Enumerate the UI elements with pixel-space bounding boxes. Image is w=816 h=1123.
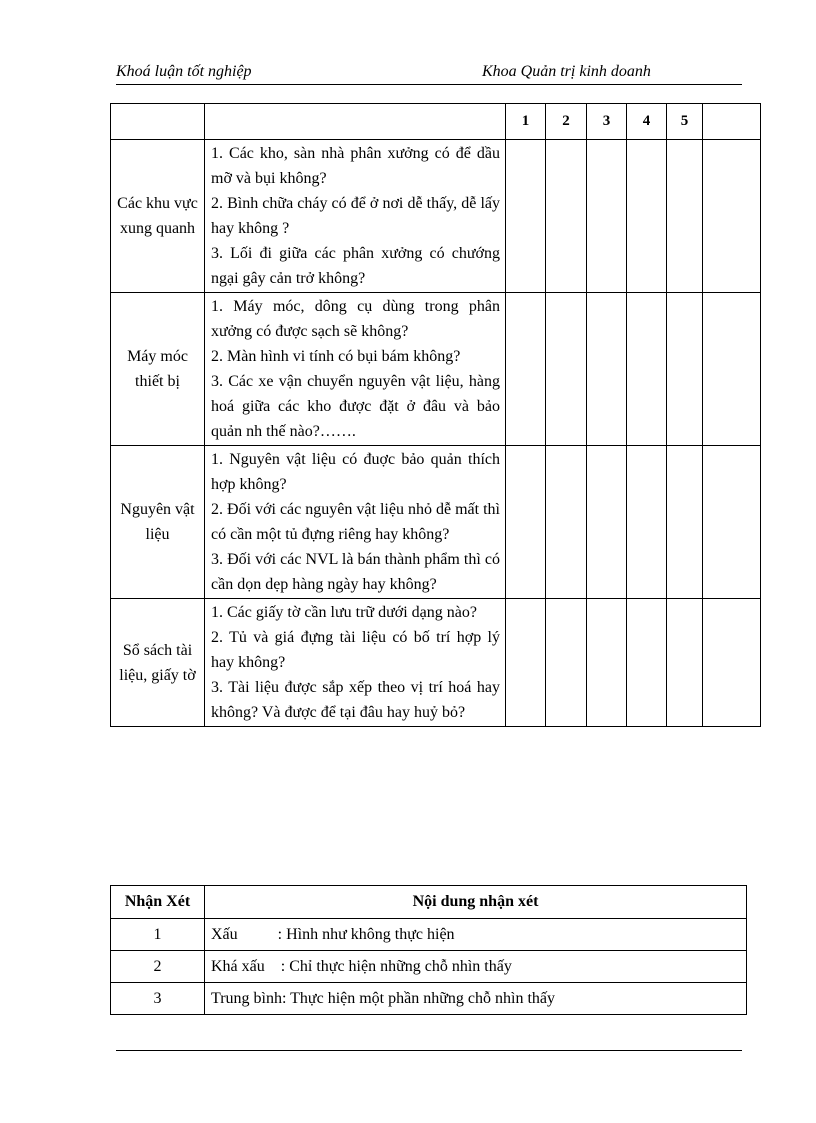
questions-cell bbox=[205, 599, 506, 727]
rating-row bbox=[111, 951, 747, 983]
rating-number: 3 bbox=[111, 983, 205, 1015]
rating-header-row bbox=[111, 886, 747, 919]
rating-legend-table bbox=[110, 885, 747, 1015]
questions-cell bbox=[205, 446, 506, 599]
score-cell bbox=[546, 599, 587, 727]
rating-description: Khá xấu : Chỉ thực hiện những chỗ nhìn thấy bbox=[205, 951, 747, 983]
content-col-header: Nội dung nhận xét bbox=[205, 886, 747, 919]
score-cell bbox=[546, 140, 587, 293]
score-col-extra bbox=[703, 104, 761, 140]
rating-description: Xấu : Hình như không thực hiện bbox=[205, 919, 747, 951]
score-cell bbox=[546, 293, 587, 446]
score-cell bbox=[667, 293, 703, 446]
score-col-2: 2 bbox=[546, 104, 587, 140]
page-header bbox=[116, 62, 742, 85]
score-cell bbox=[703, 446, 761, 599]
question-item: 3. Tài liệu được sắp xếp theo vị trí hoá hay không? Và được để tại đâu hay huỷ bỏ? bbox=[211, 679, 500, 721]
header-faculty: Khoa Quản trị kinh doanh bbox=[482, 63, 651, 80]
footer-divider bbox=[116, 1050, 742, 1051]
question-item: 3. Lối đi giữa các phân xưởng có chướng ngại gây cản trở không? bbox=[211, 245, 500, 287]
score-cell bbox=[546, 446, 587, 599]
score-cell bbox=[506, 140, 546, 293]
score-cell bbox=[627, 599, 667, 727]
score-cell bbox=[667, 599, 703, 727]
score-cell bbox=[506, 599, 546, 727]
question-item: 3. Các xe vận chuyển nguyên vật liệu, hàng hoá giữa các kho được đặt ở đâu và bảo quản nh thế nào?……. bbox=[211, 373, 500, 440]
score-col-3: 3 bbox=[587, 104, 627, 140]
score-cell bbox=[703, 293, 761, 446]
score-cell bbox=[587, 446, 627, 599]
rating-row bbox=[111, 983, 747, 1015]
rating-row bbox=[111, 919, 747, 951]
header-empty-cell bbox=[111, 104, 205, 140]
question-item: 1. Các giấy tờ cần lưu trữ dưới dạng nào? bbox=[211, 604, 477, 621]
question-item: 2. Bình chữa cháy có để ở nơi dễ thấy, dễ lấy hay không ? bbox=[211, 195, 500, 237]
score-cell bbox=[627, 446, 667, 599]
question-item: 1. Các kho, sàn nhà phân xưởng có để dầu mỡ và bụi không? bbox=[211, 145, 500, 187]
score-cell bbox=[587, 599, 627, 727]
checklist-row-documents bbox=[111, 599, 761, 727]
question-item: 3. Đối với các NVL là bán thành phẩm thì có cần dọn dẹp hàng ngày hay không? bbox=[211, 551, 500, 593]
score-cell bbox=[627, 293, 667, 446]
question-item: 2. Màn hình vi tính có bụi bám không? bbox=[211, 348, 461, 365]
score-col-4: 4 bbox=[627, 104, 667, 140]
score-col-5: 5 bbox=[667, 104, 703, 140]
score-cell bbox=[667, 446, 703, 599]
score-cell bbox=[667, 140, 703, 293]
score-cell bbox=[506, 446, 546, 599]
question-item: 2. Đối với các nguyên vật liệu nhỏ dễ mất thì có cần một tủ đựng riêng hay không? bbox=[211, 501, 500, 543]
checklist-row-materials bbox=[111, 446, 761, 599]
question-item: 1. Nguyên vật liệu có đuợc bảo quản thích hợp không? bbox=[211, 451, 500, 493]
score-cell bbox=[703, 599, 761, 727]
score-col-1: 1 bbox=[506, 104, 546, 140]
category-cell: Các khu vực xung quanh bbox=[111, 140, 205, 293]
category-cell: Nguyên vật liệu bbox=[111, 446, 205, 599]
checklist-header-row bbox=[111, 104, 761, 140]
rating-description: Trung bình: Thực hiện một phần những chỗ nhìn thấy bbox=[205, 983, 747, 1015]
checklist-row-surroundings bbox=[111, 140, 761, 293]
header-empty-cell bbox=[205, 104, 506, 140]
category-cell: Sổ sách tài liệu, giấy tờ bbox=[111, 599, 205, 727]
rating-number: 1 bbox=[111, 919, 205, 951]
questions-cell bbox=[205, 140, 506, 293]
score-cell bbox=[506, 293, 546, 446]
rating-col-header: Nhận Xét bbox=[111, 886, 205, 919]
category-cell: Máy móc thiết bị bbox=[111, 293, 205, 446]
question-item: 1. Máy móc, dông cụ dùng trong phân xưởng có được sạch sẽ không? bbox=[211, 298, 500, 340]
header-thesis-title: Khoá luận tốt nghiệp bbox=[116, 63, 252, 80]
question-item: 2. Tủ và giá đựng tài liệu có bố trí hợp lý hay không? bbox=[211, 629, 500, 671]
rating-number: 2 bbox=[111, 951, 205, 983]
score-cell bbox=[627, 140, 667, 293]
score-cell bbox=[587, 140, 627, 293]
checklist-table bbox=[110, 103, 761, 727]
checklist-row-machinery bbox=[111, 293, 761, 446]
score-cell bbox=[587, 293, 627, 446]
questions-cell bbox=[205, 293, 506, 446]
score-cell bbox=[703, 140, 761, 293]
